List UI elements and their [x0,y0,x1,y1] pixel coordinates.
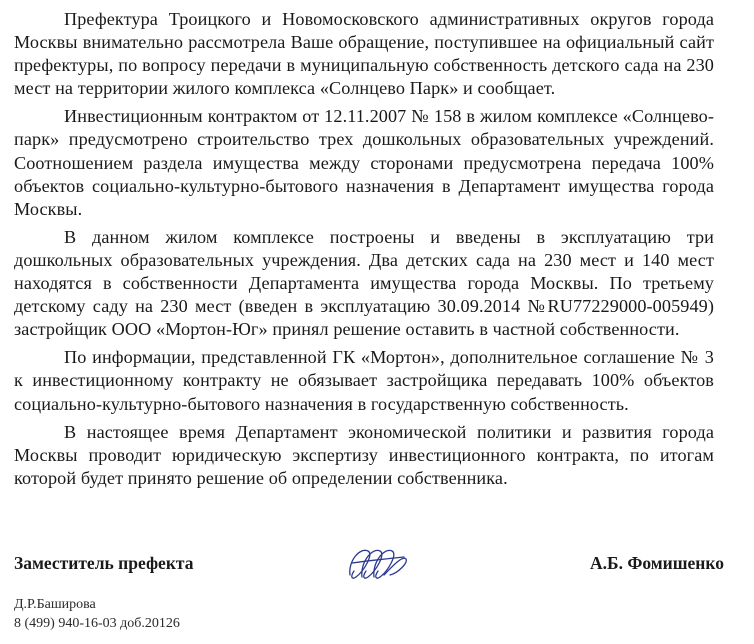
letter-body [14,8,714,495]
executor-phone: 8 (499) 940-16-03 доб.20126 [14,616,180,631]
executor-info [14,595,180,633]
executor-name: Д.Р.Баширова [14,597,96,612]
paragraph-5: В настоящее время Департамент экономической политики и развития города Москвы проводит юридическую экспертизу инвестиционного контракта, по итогам которой будет принято решение об определении собственника. [14,421,714,488]
paragraph-3: В данном жилом комплексе построены и введены в эксплуатацию три дошкольных образовательных учреждения. Два детских сада на 230 мест и 140 мест находятся в собственности Департамента имущества города Москвы. По третьему детскому саду на 230 мест (введен в эксплуатацию 30.09.2014 №RU77229000-005949) застройщик ООО «Мортон-Юг» принял решение оставить в частной собственности. [14,226,714,340]
handwritten-signature-icon [344,541,412,585]
paragraph-4: По информации, представленной ГК «Мортон», дополнительное соглашение № 3 к инвестиционному контракту не обязывает застройщика передавать 100% объектов социально-культурно-бытового назначения в государственную собственность. [14,347,714,414]
signer-title: Заместитель префекта [14,553,194,573]
paragraph-1: Префектура Троицкого и Новомосковского административных округов города Москвы внимательно рассмотрела Ваше обращение, поступившее на официальный сайт префектуры, по вопросу передачи в муниципальную собственность детского сада на 230 мест на территории жилого комплекса «Солнцево Парк» и сообщает. [14,9,714,99]
signer-name: А.Б. Фомишенко [589,553,724,573]
signature-block [14,553,724,583]
paragraph-2: Инвестиционным контрактом от 12.11.2007 № 158 в жилом комплексе «Солнцево-парк» предусмотрено строительство трех дошкольных образовательных учреждений. Соотношением раздела имущества между сторонами предусмотрена передача 100% объектов социально-культурно-бытового назначения в Департамент имущества города Москвы. [14,106,714,219]
